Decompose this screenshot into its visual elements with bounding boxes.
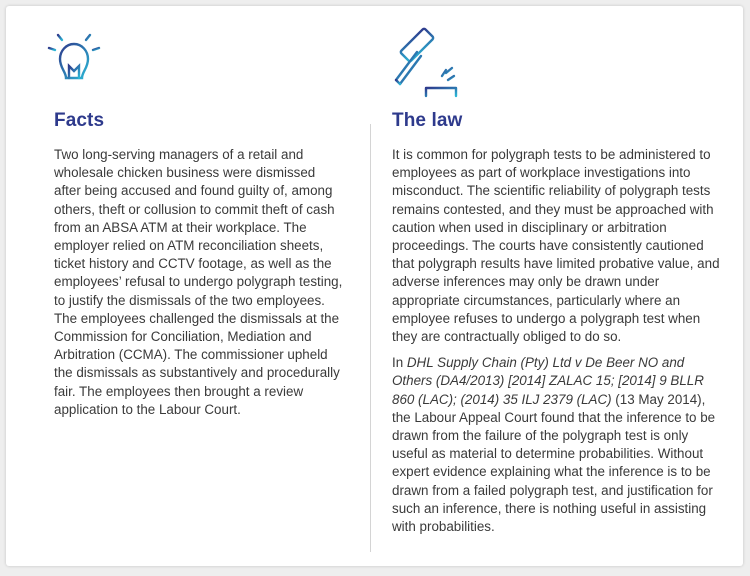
case-citation: DHL Supply Chain (Pty) Ltd v De Beer NO and Others (DA4/2013) [2014] ZALAC 15; [2014] 9 BLLR 860 (LAC); (2014) 35 ILJ 2379 (LAC)	[392, 355, 704, 407]
facts-paragraph: Two long-serving managers of a retail and wholesale chicken business were dismissed after being accused and found guilty of, among others, theft or collusion to commit theft of cash from an ABSA ATM at their workplace. The employer relied on ATM reconciliation sheets, ticket history and CCTV footage, as well as the employees’ refusal to undergo polygraph testing, to justify the dismissals of the two employees. The employees challenged the dismissals at the Commission for Conciliation, Mediation and Arbitration (CCMA). The commissioner upheld the dismissals as substantively and procedurally fair. The employees then brought a review application to the Labour Court.	[54, 147, 343, 417]
law-heading: The law	[392, 110, 463, 131]
law-body	[392, 146, 724, 544]
content-card	[6, 6, 743, 566]
law-paragraph-2	[392, 354, 724, 536]
law-paragraph-2-prefix: In	[392, 355, 407, 371]
facts-heading: Facts	[54, 110, 105, 131]
law-paragraph-1: It is common for polygraph tests to be administered to employees as part of workplace investigations into misconduct. The scientific reliability of polygraph tests remains contested, and they must be approached with caution when used in disciplinary or arbitration proceedings. The courts have consistently cautioned that polygraph results have limited probative value, and adverse inferences may only be drawn under appropriate circumstances, particularly where an employee refuses to undergo a polygraph test when they are contractually obliged to do so.	[392, 147, 720, 345]
law-paragraph-2-rest: (13 May 2014), the Labour Appeal Court found that the inference to be drawn from the failure of the polygraph test is only useful as material to determine probabilities. Without expert evidence explaining what the inference is to be drawn from a failed polygraph test, and justification for such an inference, there is nothing useful in assisting with probabilities.	[392, 391, 716, 535]
gavel-icon	[390, 24, 460, 105]
column-divider	[370, 124, 371, 552]
lightbulb-icon	[44, 26, 104, 103]
facts-body	[54, 146, 344, 427]
